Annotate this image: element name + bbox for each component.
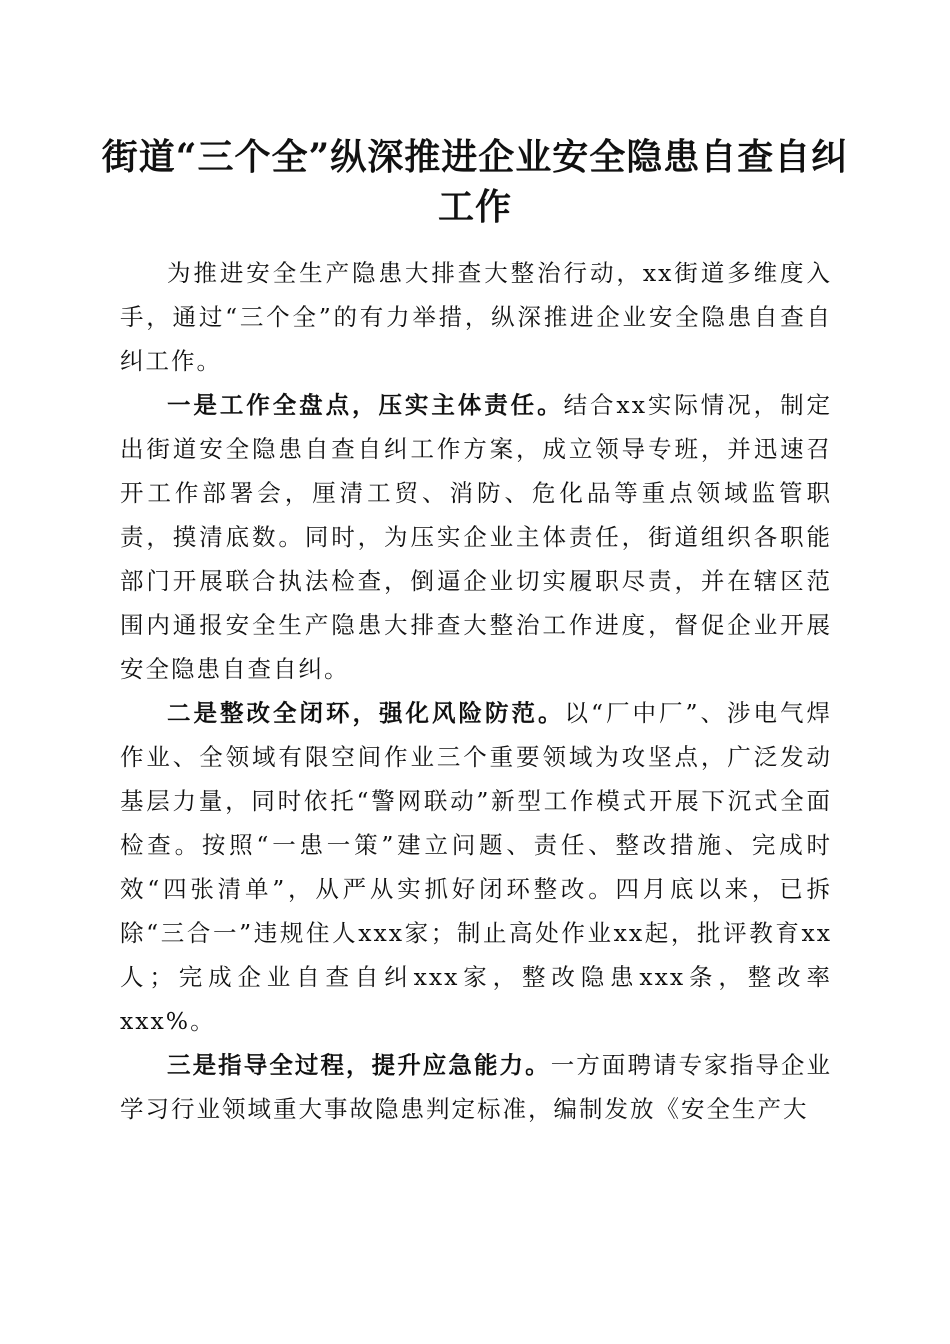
section-paragraph-1 xyxy=(120,383,832,691)
section-text-1: 结合xx实际情况，制定出街道安全隐患自查自纠工作方案，成立领导专班，并迅速召开工作部署会，厘清工贸、消防、危化品等重点领域监管职责，摸清底数。同时，为压实企业主体责任，街道组织各职能部门开展联合执法检查，倒逼企业切实履职尽责，并在辖区范围内通报安全生产隐患大排查大整治工作进度，督促企业开展安全隐患自查自纠。 xyxy=(120,391,833,683)
section-lead-1: 一是工作全盘点，压实主体责任。 xyxy=(167,391,564,419)
document-body xyxy=(120,251,832,1131)
section-paragraph-2 xyxy=(120,691,832,1043)
section-lead-2: 二是整改全闭环，强化风险防范。 xyxy=(167,699,565,727)
section-text-2: 以“厂中厂”、涉电气焊作业、全领域有限空间作业三个重要领域为攻坚点，广泛发动基层力量，同时依托“警网联动”新型工作模式开展下沉式全面检查。按照“一患一策”建立问题、责任、整改措施、完成时效“四张清单”，从严从实抓好闭环整改。四月底以来，已拆除“三合一”违规住人xxx家；制止高处作业xx起，批评教育xx人；完成企业自查自纠xxx家，整改隐患xxx条，整改率xxx%。 xyxy=(120,699,832,1035)
section-text-3: 一方面聘请专家指导企业学习行业领域重大事故隐患判定标准，编制发放《安全生产大 xyxy=(120,1051,833,1123)
section-paragraph-3 xyxy=(120,1043,832,1131)
page-title: 街道“三个全”纵深推进企业安全隐患自查自纠工作 xyxy=(101,136,849,228)
intro-paragraph: 为推进安全生产隐患大排查大整治行动，xx街道多维度入手，通过“三个全”的有力举措，纵深推进企业安全隐患自查自纠工作。 xyxy=(120,259,832,375)
section-lead-3: 三是指导全过程，提升应急能力。 xyxy=(167,1051,551,1079)
